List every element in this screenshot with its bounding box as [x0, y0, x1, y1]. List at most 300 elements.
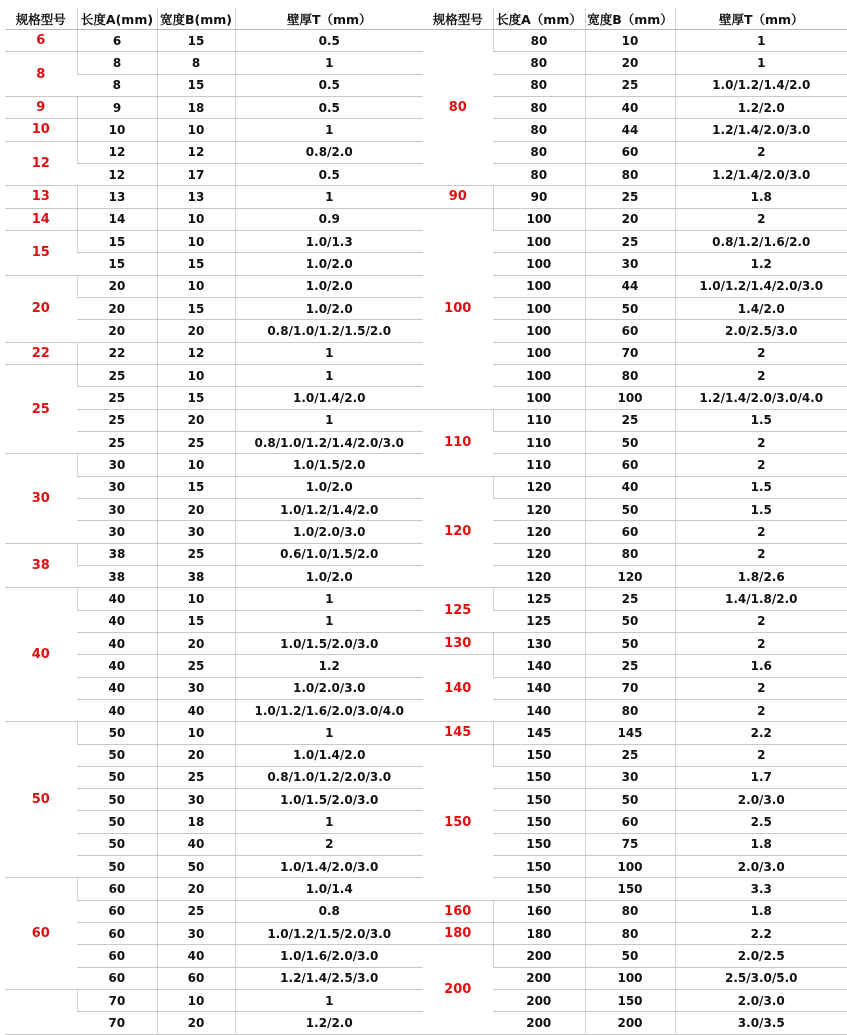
thickness-cell: 1 [675, 52, 847, 74]
length-cell: 180 [493, 923, 585, 945]
length-cell: 120 [493, 565, 585, 587]
width-cell: 20 [157, 498, 235, 520]
table-row [5, 141, 423, 163]
thickness-cell: 1.8/2.6 [675, 565, 847, 587]
length-cell: 80 [493, 74, 585, 96]
width-cell: 10 [157, 364, 235, 386]
thickness-cell: 1.0/2.0 [235, 297, 423, 319]
table-row [423, 945, 847, 967]
length-cell: 100 [493, 208, 585, 230]
table-row [423, 744, 847, 766]
length-cell: 80 [493, 96, 585, 118]
length-cell: 145 [493, 722, 585, 744]
width-cell: 44 [585, 275, 675, 297]
length-cell: 50 [77, 856, 157, 878]
length-cell: 100 [493, 275, 585, 297]
model-cell: 9 [5, 96, 77, 118]
table-row [5, 230, 423, 252]
thickness-cell: 1.0/2.0 [235, 253, 423, 275]
length-cell: 120 [493, 521, 585, 543]
thickness-cell: 1.0/1.2/1.4/2.0/3.0 [675, 275, 847, 297]
length-cell: 100 [493, 364, 585, 386]
thickness-cell: 2.0/2.5 [675, 945, 847, 967]
thickness-cell: 1.0/1.5/2.0/3.0 [235, 632, 423, 654]
width-cell: 30 [585, 766, 675, 788]
width-cell: 18 [157, 96, 235, 118]
table-header-right [423, 8, 847, 30]
width-cell: 50 [585, 632, 675, 654]
length-cell: 25 [77, 409, 157, 431]
length-cell: 38 [77, 543, 157, 565]
length-cell: 150 [493, 833, 585, 855]
thickness-cell: 1.8 [675, 186, 847, 208]
width-cell: 80 [585, 364, 675, 386]
thickness-cell: 0.5 [235, 30, 423, 52]
length-cell: 150 [493, 766, 585, 788]
table-row [423, 409, 847, 431]
thickness-cell: 2.5 [675, 811, 847, 833]
thickness-cell: 1 [235, 409, 423, 431]
width-cell: 30 [585, 253, 675, 275]
length-cell: 20 [77, 275, 157, 297]
width-cell: 30 [157, 521, 235, 543]
width-cell: 20 [157, 632, 235, 654]
length-cell: 150 [493, 878, 585, 900]
model-cell: 160 [423, 900, 493, 922]
length-cell: 25 [77, 387, 157, 409]
length-cell: 50 [77, 744, 157, 766]
thickness-cell: 1.8 [675, 900, 847, 922]
width-cell: 145 [585, 722, 675, 744]
length-cell: 110 [493, 409, 585, 431]
thickness-cell: 2 [675, 632, 847, 654]
width-cell: 25 [585, 588, 675, 610]
length-cell: 140 [493, 699, 585, 721]
width-cell: 100 [585, 967, 675, 989]
thickness-cell: 1.2/1.4/2.5/3.0 [235, 967, 423, 989]
width-cell: 15 [157, 30, 235, 52]
length-cell: 40 [77, 699, 157, 721]
width-cell: 30 [157, 789, 235, 811]
thickness-cell: 1 [675, 30, 847, 52]
thickness-cell: 1 [235, 722, 423, 744]
width-cell: 20 [157, 878, 235, 900]
width-cell: 20 [157, 409, 235, 431]
length-cell: 22 [77, 342, 157, 364]
thickness-cell: 0.8/2.0 [235, 141, 423, 163]
table-row [423, 923, 847, 945]
width-cell: 50 [157, 856, 235, 878]
thickness-cell: 3.3 [675, 878, 847, 900]
model-cell: 13 [5, 186, 77, 208]
thickness-cell: 2.0/3.0 [675, 789, 847, 811]
length-cell: 150 [493, 744, 585, 766]
length-cell: 25 [77, 431, 157, 453]
length-cell: 100 [493, 253, 585, 275]
thickness-cell: 1.0/1.5/2.0/3.0 [235, 789, 423, 811]
thickness-cell: 2 [675, 342, 847, 364]
thickness-cell: 0.5 [235, 96, 423, 118]
length-cell: 14 [77, 208, 157, 230]
width-cell: 25 [157, 655, 235, 677]
width-cell: 15 [157, 476, 235, 498]
length-cell: 13 [77, 186, 157, 208]
thickness-cell: 0.8/1.0/1.2/2.0/3.0 [235, 766, 423, 788]
thickness-cell: 2.0/3.0 [675, 856, 847, 878]
length-cell: 100 [493, 297, 585, 319]
width-cell: 150 [585, 990, 675, 1012]
width-cell: 50 [585, 498, 675, 520]
length-cell: 6 [77, 30, 157, 52]
length-cell: 60 [77, 923, 157, 945]
length-cell: 12 [77, 163, 157, 185]
length-cell: 40 [77, 655, 157, 677]
length-cell: 200 [493, 945, 585, 967]
width-cell: 44 [585, 119, 675, 141]
thickness-cell: 1 [235, 364, 423, 386]
model-cell: 125 [423, 588, 493, 633]
width-cell: 40 [585, 96, 675, 118]
length-cell: 38 [77, 565, 157, 587]
thickness-cell: 2 [235, 833, 423, 855]
length-cell: 40 [77, 632, 157, 654]
length-cell: 9 [77, 96, 157, 118]
model-cell: 140 [423, 655, 493, 722]
width-cell: 50 [585, 297, 675, 319]
width-cell: 10 [157, 990, 235, 1012]
width-cell: 25 [157, 766, 235, 788]
thickness-cell: 0.6/1.0/1.5/2.0 [235, 543, 423, 565]
thickness-cell: 1.0/1.3 [235, 230, 423, 252]
length-cell: 100 [493, 320, 585, 342]
table-row [5, 186, 423, 208]
length-cell: 12 [77, 141, 157, 163]
table-row [423, 30, 847, 52]
length-cell: 40 [77, 610, 157, 632]
width-cell: 10 [157, 119, 235, 141]
table-body-right [423, 30, 847, 1035]
length-cell: 125 [493, 588, 585, 610]
width-cell: 75 [585, 833, 675, 855]
thickness-cell: 1.8 [675, 833, 847, 855]
thickness-cell: 1 [235, 119, 423, 141]
thickness-cell: 1.0/2.0 [235, 275, 423, 297]
width-cell: 25 [585, 409, 675, 431]
length-cell: 125 [493, 610, 585, 632]
width-cell: 15 [157, 297, 235, 319]
table-row [423, 655, 847, 677]
thickness-cell: 0.9 [235, 208, 423, 230]
width-cell: 60 [585, 141, 675, 163]
thickness-cell: 2 [675, 141, 847, 163]
thickness-cell: 1.0/1.4/2.0 [235, 744, 423, 766]
thickness-cell: 1 [235, 52, 423, 74]
width-cell: 30 [157, 677, 235, 699]
width-cell: 10 [157, 230, 235, 252]
thickness-cell: 1.0/1.2/1.5/2.0/3.0 [235, 923, 423, 945]
model-cell: 14 [5, 208, 77, 230]
length-cell: 25 [77, 364, 157, 386]
width-cell: 15 [157, 74, 235, 96]
table-header-left [5, 8, 423, 30]
thickness-cell: 1.2/1.4/2.0/3.0 [675, 163, 847, 185]
length-cell: 50 [77, 833, 157, 855]
thickness-cell: 0.5 [235, 74, 423, 96]
width-cell: 10 [585, 30, 675, 52]
width-cell: 80 [585, 699, 675, 721]
thickness-cell: 2.2 [675, 923, 847, 945]
width-cell: 40 [585, 476, 675, 498]
width-cell: 25 [585, 186, 675, 208]
thickness-cell: 1.0/2.0 [235, 565, 423, 587]
thickness-cell: 2 [675, 543, 847, 565]
length-cell: 20 [77, 297, 157, 319]
model-cell: 145 [423, 722, 493, 744]
width-cell: 15 [157, 610, 235, 632]
model-cell: 40 [5, 588, 77, 722]
header-width: 宽度B（mm） [585, 8, 675, 30]
thickness-cell: 1.0/2.0 [235, 476, 423, 498]
length-cell: 100 [493, 387, 585, 409]
length-cell: 40 [77, 588, 157, 610]
width-cell: 10 [157, 588, 235, 610]
model-cell: 90 [423, 186, 493, 208]
table-row [423, 632, 847, 654]
table-body-left [5, 30, 423, 1035]
header-length: 长度A（mm） [493, 8, 585, 30]
thickness-cell: 1.4/1.8/2.0 [675, 588, 847, 610]
length-cell: 40 [77, 677, 157, 699]
width-cell: 25 [585, 655, 675, 677]
thickness-cell: 1.0/1.5/2.0 [235, 454, 423, 476]
table-row [5, 364, 423, 386]
thickness-cell: 0.8/1.2/1.6/2.0 [675, 230, 847, 252]
width-cell: 70 [585, 677, 675, 699]
length-cell: 60 [77, 900, 157, 922]
model-cell: 50 [5, 722, 77, 878]
thickness-cell: 2 [675, 208, 847, 230]
width-cell: 60 [585, 454, 675, 476]
thickness-cell: 1.2/2.0 [675, 96, 847, 118]
thickness-cell: 0.5 [235, 163, 423, 185]
table-row [423, 722, 847, 744]
spec-table-left [5, 8, 423, 1035]
width-cell: 25 [585, 74, 675, 96]
thickness-cell: 1 [235, 342, 423, 364]
thickness-cell: 2 [675, 744, 847, 766]
table-row [423, 186, 847, 208]
thickness-cell: 1.0/2.0/3.0 [235, 521, 423, 543]
thickness-cell: 2 [675, 521, 847, 543]
thickness-cell: 2 [675, 610, 847, 632]
length-cell: 15 [77, 230, 157, 252]
width-cell: 80 [585, 900, 675, 922]
model-cell: 15 [5, 230, 77, 275]
length-cell: 150 [493, 856, 585, 878]
width-cell: 25 [585, 230, 675, 252]
length-cell: 20 [77, 320, 157, 342]
width-cell: 20 [157, 744, 235, 766]
model-cell: 38 [5, 543, 77, 588]
width-cell: 15 [157, 387, 235, 409]
table-row [5, 878, 423, 900]
length-cell: 150 [493, 789, 585, 811]
thickness-cell: 1.2/1.4/2.0/3.0 [675, 119, 847, 141]
length-cell: 30 [77, 521, 157, 543]
table-row [5, 30, 423, 52]
model-cell: 110 [423, 409, 493, 476]
length-cell: 140 [493, 655, 585, 677]
length-cell: 15 [77, 253, 157, 275]
width-cell: 10 [157, 208, 235, 230]
header-width: 宽度B(mm) [157, 8, 235, 30]
length-cell: 100 [493, 230, 585, 252]
width-cell: 25 [157, 431, 235, 453]
table-row [423, 208, 847, 230]
width-cell: 150 [585, 878, 675, 900]
width-cell: 20 [585, 52, 675, 74]
width-cell: 25 [585, 744, 675, 766]
length-cell: 80 [493, 30, 585, 52]
length-cell: 80 [493, 119, 585, 141]
length-cell: 120 [493, 543, 585, 565]
width-cell: 8 [157, 52, 235, 74]
thickness-cell: 1.0/1.4 [235, 878, 423, 900]
length-cell: 200 [493, 967, 585, 989]
width-cell: 100 [585, 856, 675, 878]
model-cell [5, 990, 77, 1035]
thickness-cell: 1.0/1.6/2.0/3.0 [235, 945, 423, 967]
width-cell: 15 [157, 253, 235, 275]
model-cell: 8 [5, 52, 77, 97]
width-cell: 50 [585, 431, 675, 453]
width-cell: 20 [157, 320, 235, 342]
width-cell: 60 [585, 320, 675, 342]
model-cell: 20 [5, 275, 77, 342]
width-cell: 50 [585, 789, 675, 811]
length-cell: 160 [493, 900, 585, 922]
model-cell: 25 [5, 364, 77, 453]
length-cell: 130 [493, 632, 585, 654]
length-cell: 110 [493, 431, 585, 453]
width-cell: 50 [585, 945, 675, 967]
width-cell: 10 [157, 454, 235, 476]
width-cell: 100 [585, 387, 675, 409]
width-cell: 60 [585, 521, 675, 543]
model-cell: 12 [5, 141, 77, 186]
width-cell: 25 [157, 900, 235, 922]
thickness-cell: 1 [235, 811, 423, 833]
length-cell: 8 [77, 74, 157, 96]
table-row [5, 990, 423, 1012]
table-row [5, 342, 423, 364]
table-row [5, 454, 423, 476]
length-cell: 50 [77, 789, 157, 811]
model-cell: 80 [423, 30, 493, 186]
header-model: 规格型号 [423, 8, 493, 30]
length-cell: 110 [493, 454, 585, 476]
width-cell: 20 [585, 208, 675, 230]
width-cell: 25 [157, 543, 235, 565]
width-cell: 50 [585, 610, 675, 632]
model-cell: 180 [423, 923, 493, 945]
thickness-cell: 1.5 [675, 498, 847, 520]
length-cell: 100 [493, 342, 585, 364]
table-row [5, 588, 423, 610]
width-cell: 30 [157, 923, 235, 945]
thickness-cell: 2.0/2.5/3.0 [675, 320, 847, 342]
model-cell: 200 [423, 945, 493, 1034]
width-cell: 10 [157, 275, 235, 297]
length-cell: 30 [77, 454, 157, 476]
thickness-cell: 1.5 [675, 476, 847, 498]
thickness-cell: 1 [235, 186, 423, 208]
table-row [5, 275, 423, 297]
length-cell: 120 [493, 476, 585, 498]
table-row [423, 588, 847, 610]
thickness-cell: 1.0/1.4/2.0 [235, 387, 423, 409]
length-cell: 30 [77, 498, 157, 520]
thickness-cell: 2 [675, 454, 847, 476]
width-cell: 70 [585, 342, 675, 364]
thickness-cell: 2.2 [675, 722, 847, 744]
thickness-cell: 1.2/1.4/2.0/3.0/4.0 [675, 387, 847, 409]
length-cell: 80 [493, 52, 585, 74]
length-cell: 60 [77, 945, 157, 967]
thickness-cell: 2 [675, 677, 847, 699]
thickness-cell: 2 [675, 364, 847, 386]
table-row [5, 96, 423, 118]
table-row [5, 543, 423, 565]
model-cell: 130 [423, 632, 493, 654]
spec-table-right [423, 8, 847, 1035]
table-row [423, 476, 847, 498]
model-cell: 10 [5, 119, 77, 141]
model-cell: 60 [5, 878, 77, 990]
width-cell: 200 [585, 1012, 675, 1034]
thickness-cell: 1.0/1.2/1.4/2.0 [235, 498, 423, 520]
width-cell: 18 [157, 811, 235, 833]
length-cell: 50 [77, 722, 157, 744]
thickness-cell: 2.0/3.0 [675, 990, 847, 1012]
length-cell: 70 [77, 1012, 157, 1034]
header-thickness: 壁厚T（mm） [235, 8, 423, 30]
length-cell: 200 [493, 990, 585, 1012]
thickness-cell: 1.0/1.2/1.4/2.0 [675, 74, 847, 96]
width-cell: 38 [157, 565, 235, 587]
header-model: 规格型号 [5, 8, 77, 30]
width-cell: 12 [157, 141, 235, 163]
width-cell: 20 [157, 1012, 235, 1034]
model-cell: 150 [423, 744, 493, 900]
thickness-cell: 3.0/3.5 [675, 1012, 847, 1034]
thickness-cell: 1.7 [675, 766, 847, 788]
model-cell: 6 [5, 30, 77, 52]
model-cell: 120 [423, 476, 493, 588]
width-cell: 80 [585, 163, 675, 185]
model-cell: 22 [5, 342, 77, 364]
length-cell: 200 [493, 1012, 585, 1034]
length-cell: 140 [493, 677, 585, 699]
width-cell: 40 [157, 699, 235, 721]
thickness-cell: 1.0/2.0/3.0 [235, 677, 423, 699]
thickness-cell: 1.2 [235, 655, 423, 677]
width-cell: 80 [585, 543, 675, 565]
thickness-cell: 1 [235, 990, 423, 1012]
length-cell: 120 [493, 498, 585, 520]
length-cell: 10 [77, 119, 157, 141]
width-cell: 40 [157, 833, 235, 855]
